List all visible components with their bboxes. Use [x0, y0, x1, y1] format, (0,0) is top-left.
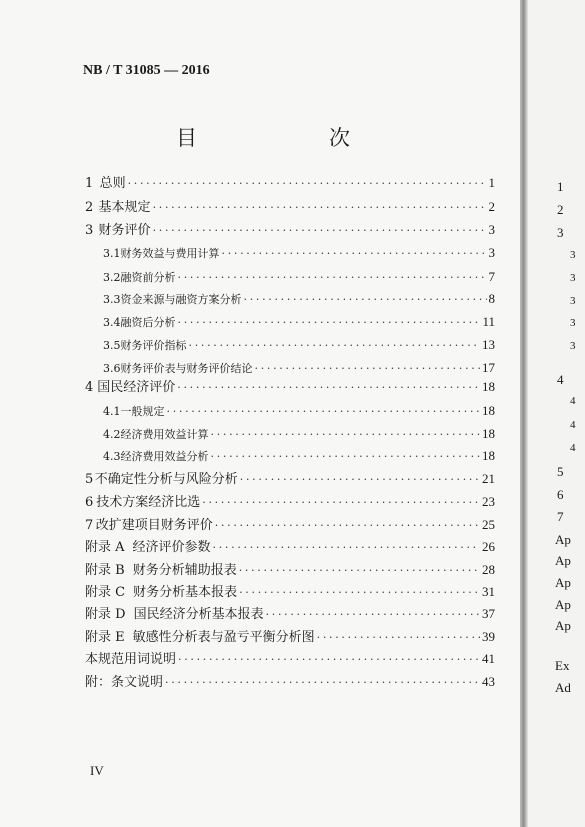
toc-entry[interactable]	[103, 289, 495, 309]
toc-entry[interactable]	[103, 335, 495, 355]
toc-entry[interactable]	[103, 312, 495, 332]
adjacent-page-fragment: Ex	[555, 658, 570, 673]
adjacent-page-fragment: 2	[557, 202, 564, 217]
toc-entry-title: 财务分析基本报表	[133, 585, 238, 600]
dot-leader	[215, 516, 480, 536]
toc-entry-page: 21	[482, 471, 495, 486]
toc-entry-page: 18	[482, 379, 495, 394]
dot-leader	[222, 244, 487, 264]
adjacent-page-fragment: Ap	[555, 532, 571, 547]
dot-leader	[178, 650, 480, 670]
adjacent-page-fragment: 3	[570, 249, 576, 261]
toc-entry-page: 23	[482, 494, 495, 509]
toc-entry-title: 融资后分析	[120, 316, 176, 329]
toc-entry[interactable]	[85, 377, 495, 397]
toc-entry-number: 7	[85, 518, 94, 533]
toc-entry-page: 43	[482, 674, 495, 689]
toc-entry-page: 1	[488, 175, 495, 190]
toc-entry-number: 3.5	[103, 339, 121, 352]
toc-entry-title: 附：条文说明	[85, 675, 164, 690]
toc-entry[interactable]	[103, 358, 495, 378]
adjacent-page	[528, 0, 585, 827]
toc-entry[interactable]	[85, 492, 495, 512]
toc-entry-number: 附录 C	[85, 585, 126, 600]
toc-entry-number: 3.2	[103, 271, 121, 284]
toc-entry-title: 国民经济评价	[97, 380, 176, 395]
toc-entry[interactable]	[85, 560, 495, 580]
adjacent-page-fragment: 1	[557, 179, 564, 194]
toc-entry-title: 经济费用效益计算	[120, 428, 209, 441]
toc-entry-page: 8	[488, 291, 495, 306]
dot-leader	[266, 605, 480, 625]
toc-entry-number: 5	[85, 472, 94, 487]
toc-entry-page: 2	[488, 199, 495, 214]
dot-leader	[239, 561, 480, 581]
toc-entry-number: 6	[85, 495, 94, 510]
dot-leader	[240, 470, 480, 490]
toc-entry-page: 7	[488, 269, 495, 284]
dot-leader	[153, 221, 487, 241]
toc-entry-title: 财务效益与费用计算	[120, 247, 220, 260]
dot-leader	[202, 493, 480, 513]
dot-leader	[165, 673, 480, 693]
toc-entry[interactable]	[85, 515, 495, 535]
toc-entry-page: 18	[482, 426, 495, 441]
toc-entry[interactable]	[85, 537, 495, 557]
dot-leader	[211, 447, 481, 467]
toc-entry[interactable]	[85, 649, 495, 669]
toc-entry-title: 财务评价表与财务评价结论	[120, 362, 253, 375]
toc-entry[interactable]	[103, 267, 495, 287]
toc-entry-title: 经济费用效益分析	[120, 450, 209, 463]
dot-leader	[211, 425, 481, 445]
adjacent-page-fragment: Ap	[555, 553, 571, 568]
dot-leader	[178, 268, 487, 288]
toc-entry-title: 技术方案经济比选	[96, 495, 201, 510]
toc-entry-number: 2	[85, 200, 94, 215]
dot-leader	[153, 198, 487, 218]
toc-entry[interactable]	[85, 173, 495, 193]
dot-leader	[317, 628, 480, 648]
toc-entry-page: 17	[482, 360, 495, 375]
adjacent-page-fragment: 3	[570, 295, 576, 307]
toc-entry-number: 3.3	[103, 293, 121, 306]
toc-entry[interactable]	[85, 604, 495, 624]
toc-entry-title: 改扩建项目财务评价	[95, 518, 213, 533]
adjacent-page-fragment: 4	[557, 372, 564, 387]
book-gutter	[520, 0, 528, 827]
adjacent-page-fragment: Ap	[555, 597, 571, 612]
dot-leader	[128, 174, 487, 194]
dot-leader	[255, 359, 481, 379]
adjacent-page-fragment: 6	[557, 487, 564, 502]
toc-entry[interactable]	[85, 627, 495, 647]
toc-entry-number: 1	[85, 176, 94, 191]
toc-entry-number: 附录 A	[85, 540, 125, 555]
toc-entry[interactable]	[103, 446, 495, 466]
adjacent-page-fragment: 5	[557, 464, 564, 479]
dot-leader	[167, 402, 481, 422]
adjacent-page-fragment: Ad	[555, 680, 571, 695]
adjacent-page-fragment: 4	[570, 419, 576, 431]
adjacent-page-fragment: 3	[570, 317, 576, 329]
toc-entry-page: 3	[488, 245, 495, 260]
adjacent-page-fragment: 4	[570, 442, 576, 454]
toc-entry-page: 25	[482, 517, 495, 532]
dot-leader	[239, 583, 480, 603]
toc-entry[interactable]	[85, 197, 495, 217]
adjacent-page-fragment: 4	[570, 395, 576, 407]
adjacent-page-fragment: 3	[570, 340, 576, 352]
toc-entry-title: 总则	[99, 176, 126, 191]
toc-entry-page: 13	[482, 337, 495, 352]
dot-leader	[178, 313, 481, 333]
adjacent-page-fragment: 3	[570, 272, 576, 284]
toc-entry-title: 敏感性分析表与盈亏平衡分析图	[132, 630, 315, 645]
toc-entry[interactable]	[85, 582, 495, 602]
toc-entry-number: 附录 D	[85, 607, 126, 622]
standard-code: NB / T 31085 — 2016	[83, 63, 210, 78]
toc-entry-title: 经济评价参数	[132, 540, 211, 555]
dot-leader	[189, 336, 481, 356]
toc-entry-page: 31	[482, 584, 495, 599]
toc-entry-number: 4.3	[103, 450, 121, 463]
toc-entry-page: 18	[482, 448, 495, 463]
toc-entry[interactable]	[85, 469, 495, 489]
toc-entry-title: 基本规定	[98, 200, 151, 215]
toc-entry-title: 融资前分析	[120, 271, 176, 284]
toc-entry-number: 4	[85, 380, 94, 395]
toc-entry-number: 附录 B	[85, 563, 125, 578]
toc-entry[interactable]	[103, 401, 495, 421]
dot-leader	[177, 378, 480, 398]
toc-entry-title: 一般规定	[120, 405, 165, 418]
toc-entry[interactable]	[85, 672, 495, 692]
toc-entry-number: 3.4	[103, 316, 121, 329]
toc-entry-title: 本规范用词说明	[85, 652, 177, 667]
page-title: 目 次	[176, 126, 380, 150]
toc-entry-title: 财务分析辅助报表	[132, 563, 237, 578]
toc-entry-number: 4.2	[103, 428, 121, 441]
adjacent-page-fragment: Ap	[555, 618, 571, 633]
toc-entry[interactable]	[103, 424, 495, 444]
toc-entry-title: 资金来源与融资方案分析	[120, 293, 242, 306]
toc-entry-title: 财务评价指标	[120, 339, 187, 352]
toc-entry[interactable]	[85, 220, 495, 240]
toc-entry-title: 不确定性分析与风险分析	[94, 472, 238, 487]
toc-entry-page: 26	[482, 539, 495, 554]
toc-entry-page: 41	[482, 651, 495, 666]
dot-leader	[213, 538, 480, 558]
toc-entry-page: 11	[482, 314, 495, 329]
toc-entry-page: 37	[482, 606, 495, 621]
dot-leader	[244, 290, 487, 310]
toc-entry-title: 国民经济分析基本报表	[133, 607, 264, 622]
toc-entry-page: 3	[488, 222, 495, 237]
toc-entry-number: 3.1	[103, 247, 121, 260]
toc-entry-number: 3	[85, 223, 94, 238]
toc-entry-number: 3.6	[103, 362, 121, 375]
toc-entry-page: 28	[482, 562, 495, 577]
adjacent-page-fragment: Ap	[555, 575, 571, 590]
page-folio: IV	[90, 763, 104, 778]
toc-entry-page: 39	[482, 629, 495, 644]
toc-entry[interactable]	[103, 243, 495, 263]
toc-entry-page: 18	[482, 403, 495, 418]
toc-entry-title: 财务评价	[98, 223, 151, 238]
adjacent-page-fragment: 3	[557, 225, 564, 240]
adjacent-page-fragment: 7	[557, 509, 564, 524]
toc-entry-number: 附录 E	[85, 630, 125, 645]
toc-entry-number: 4.1	[103, 405, 121, 418]
